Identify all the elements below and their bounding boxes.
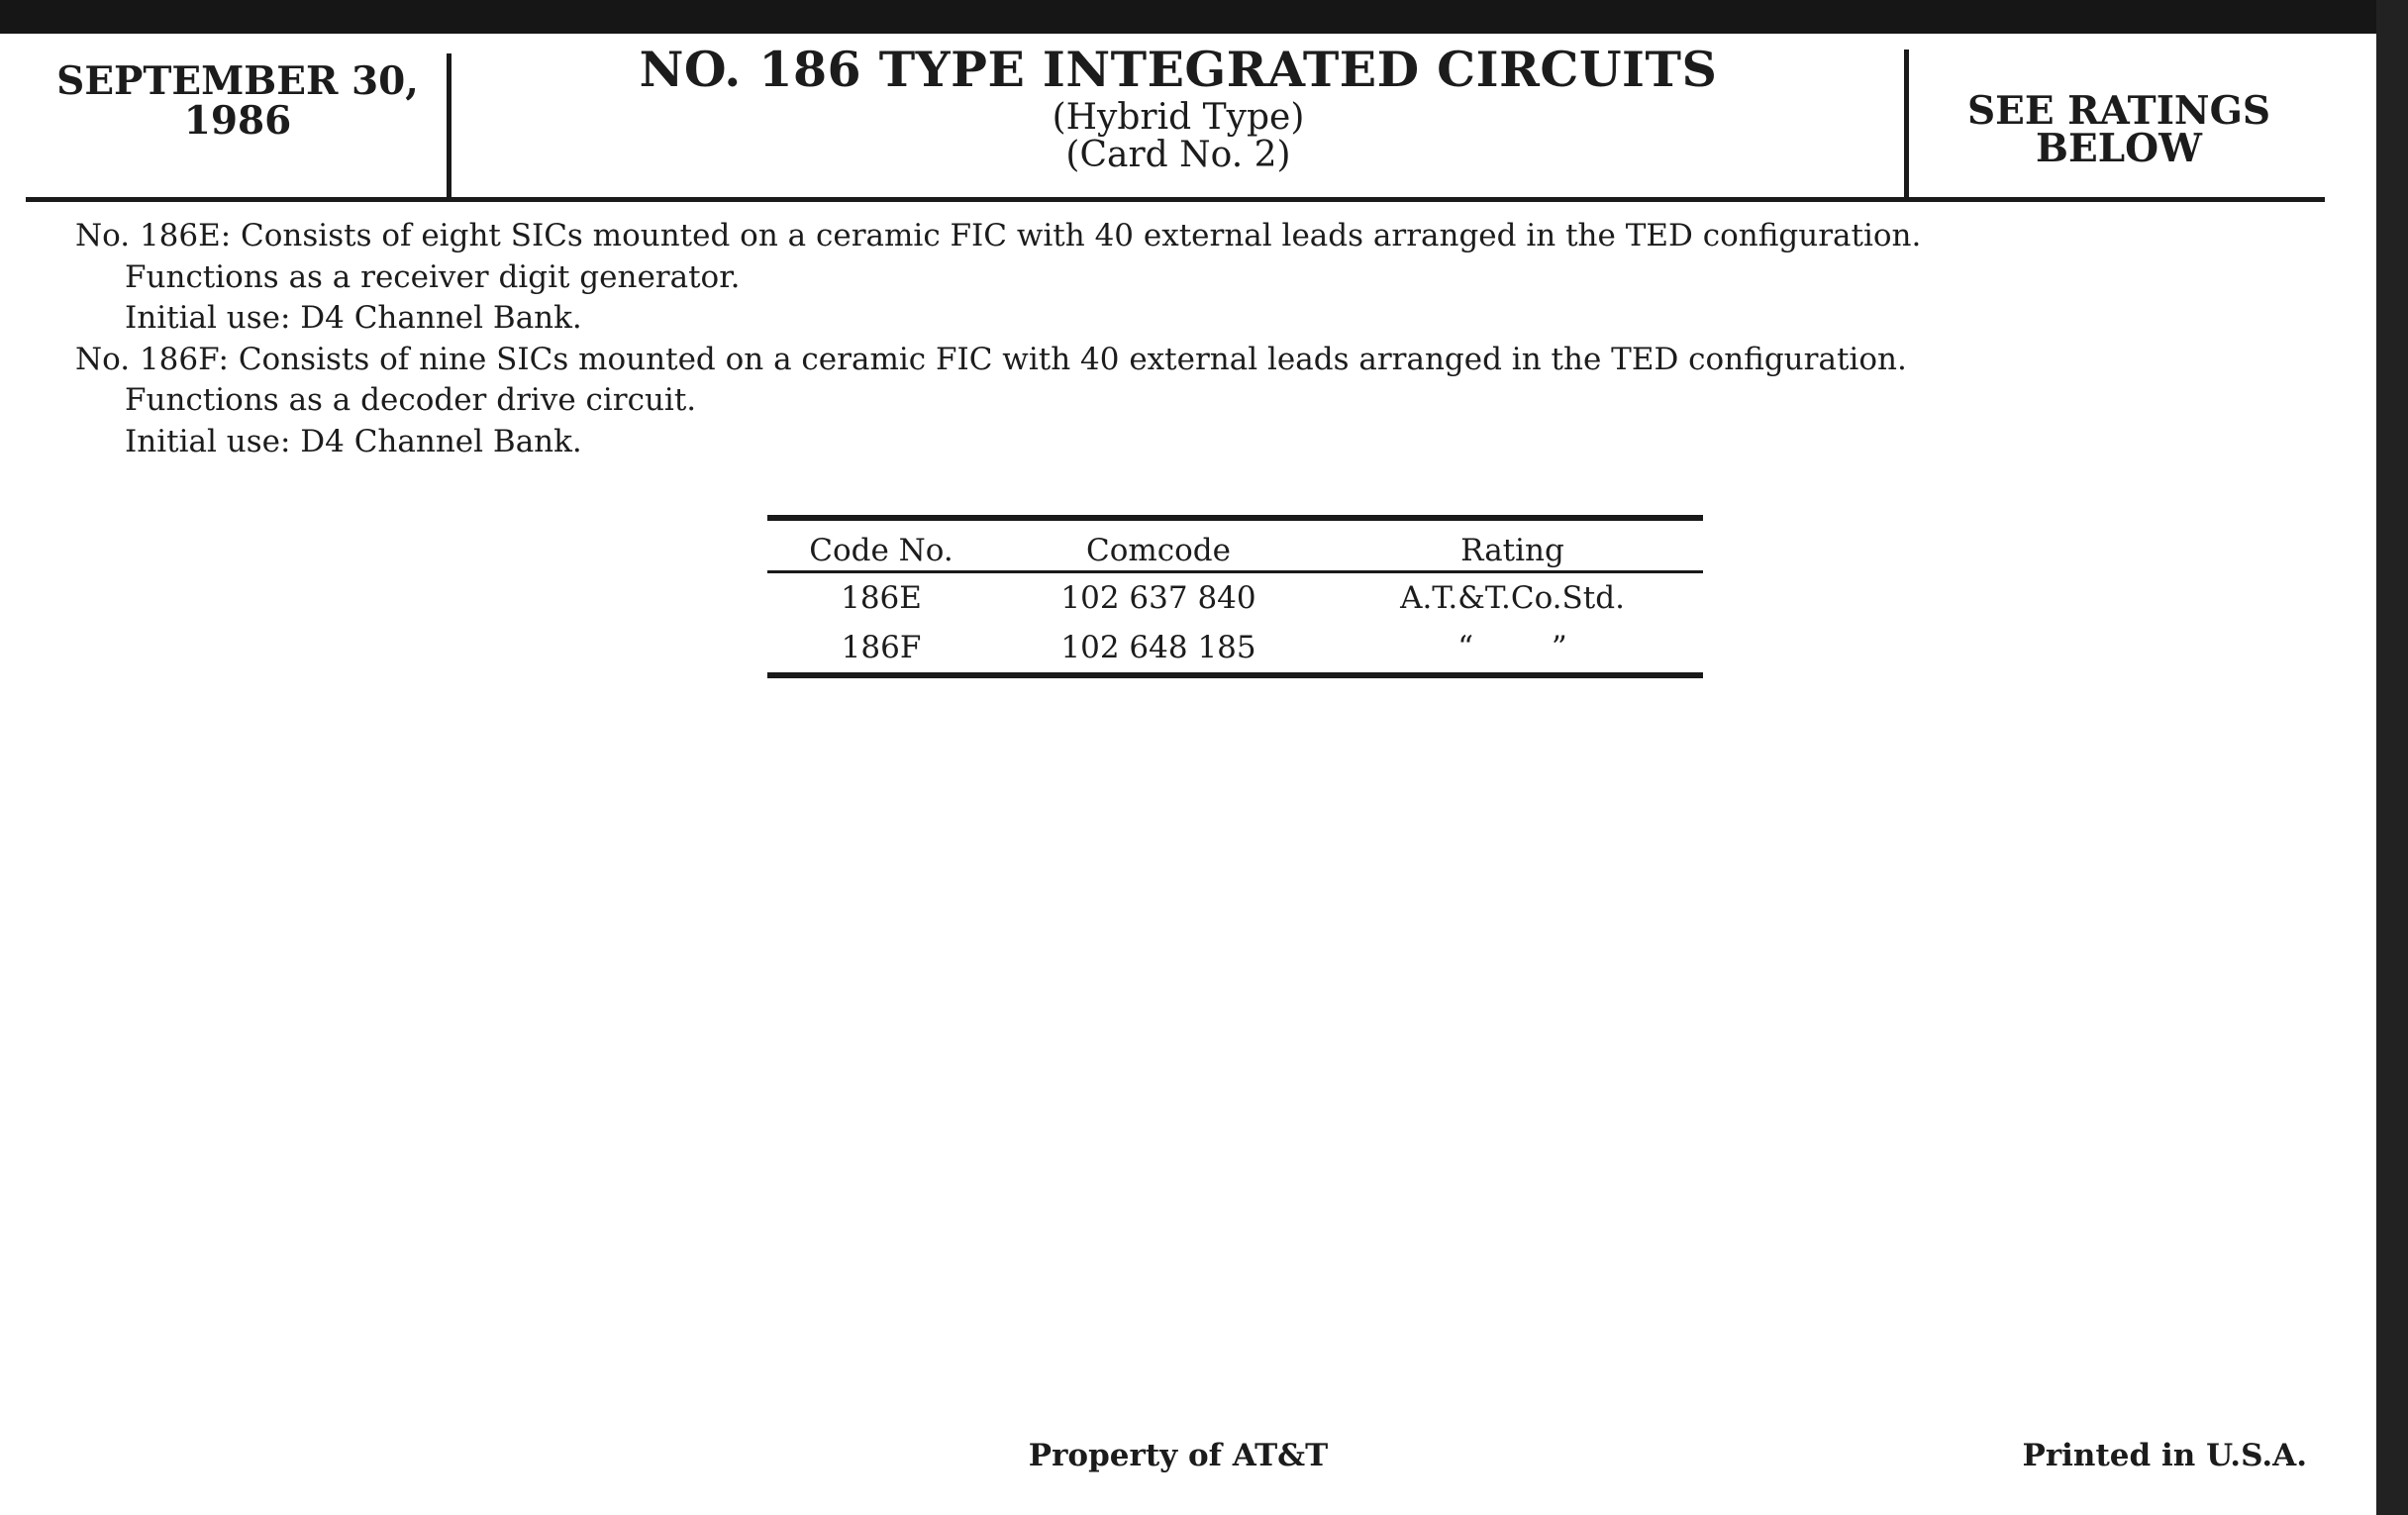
scan-edge	[2376, 0, 2408, 1515]
document-subtitle: (Hybrid Type)	[1052, 97, 1305, 138]
column-header-rating: Rating	[1322, 518, 1703, 572]
card-number: (Card No. 2)	[1065, 135, 1291, 175]
code-cell: 186E	[841, 580, 922, 616]
header-divider-right	[1904, 50, 1909, 198]
printed-notice: Printed in U.S.A.	[2022, 1438, 2307, 1473]
description-186e-line-2: Functions as a receiver digit generator.	[125, 258, 741, 295]
issue-date: SEPTEMBER 30, 1986	[56, 58, 419, 144]
table-header-row	[767, 518, 1703, 572]
column-header-comcode: Comcode	[995, 518, 1322, 572]
ratings-table	[767, 515, 1703, 678]
circuit-descriptions	[75, 216, 1956, 462]
rating-cell: A.T.&T.Co.Std.	[1400, 580, 1625, 616]
description-186e-line-1: No. 186E: Consists of eight SICs mounted on a ceramic FIC with 40 external leads arranged in the TED configuration.	[75, 218, 1922, 253]
column-header-code: Code No.	[767, 518, 995, 572]
header-rule	[26, 197, 2325, 202]
description-186e-line-3: Initial use: D4 Channel Bank.	[125, 300, 582, 336]
table-row	[767, 572, 1703, 624]
header-title-block	[455, 40, 1901, 174]
ratings-note: SEE RATINGS BELOW	[1966, 88, 2271, 171]
property-notice: Property of AT&T	[1028, 1438, 1329, 1473]
description-186f-line-3: Initial use: D4 Channel Bank.	[125, 423, 582, 459]
comcode-cell: 102 648 185	[995, 623, 1322, 675]
description-186f-line-1: No. 186F: Consists of nine SICs mounted on a ceramic FIC with 40 external leads arranged in the TED configuration.	[75, 341, 1907, 377]
table-row	[767, 623, 1703, 675]
code-cell: 186F	[767, 623, 995, 675]
comcode-cell: 102 637 840	[1060, 580, 1256, 616]
rating-cell: “ ”	[1322, 623, 1703, 675]
description-186f-line-2: Functions as a decoder drive circuit.	[125, 382, 697, 418]
header-divider-left	[447, 53, 452, 200]
document-title: NO. 186 TYPE INTEGRATED CIRCUITS	[639, 41, 1718, 98]
